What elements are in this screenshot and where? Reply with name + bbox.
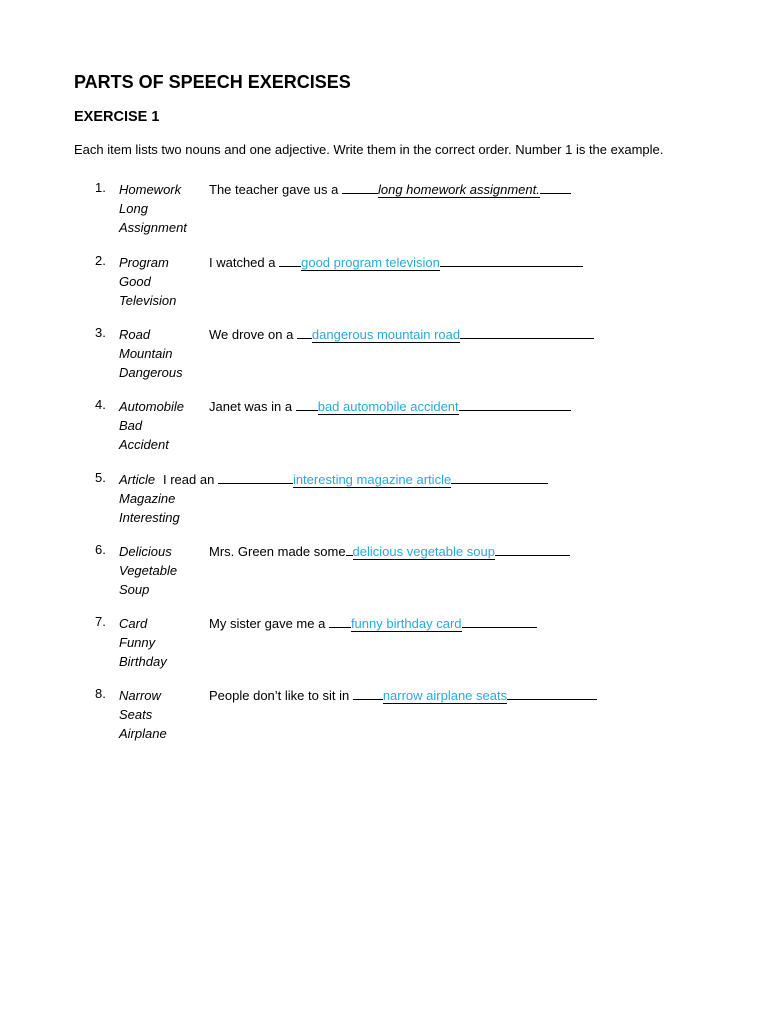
blank-line: [451, 470, 548, 484]
sentence: [163, 470, 548, 487]
word: Interesting: [119, 510, 180, 525]
item-number: 3.: [95, 325, 106, 340]
item-number: 4.: [95, 397, 106, 412]
blank-line: [297, 325, 312, 339]
blank-line: [279, 253, 301, 267]
answer-text: long homework assignment.: [377, 182, 540, 197]
blank-line: [218, 470, 293, 484]
blank-line: [440, 253, 583, 267]
word: Magazine: [119, 491, 176, 506]
sentence-prefix: People don’t like to sit in: [209, 688, 353, 703]
word-list: [119, 325, 183, 382]
blank-line: [495, 542, 570, 556]
word: Birthday: [119, 654, 167, 669]
sentence-prefix: I watched a: [209, 255, 280, 270]
exercise-item-3: [0, 325, 768, 385]
word: Good: [119, 274, 151, 289]
word: Road: [119, 327, 151, 342]
sentence: [209, 397, 571, 414]
answer-text: good program television: [301, 255, 440, 270]
sentence: [209, 180, 571, 197]
sentence-prefix: Janet was in a: [209, 399, 296, 414]
answer-text: dangerous mountain road: [311, 327, 461, 342]
blank-line: [329, 614, 351, 628]
sentence: [209, 253, 583, 270]
sentence-prefix: I read an: [163, 472, 218, 487]
item-number: 1.: [95, 180, 106, 195]
answer-text: narrow airplane seats: [382, 688, 508, 703]
blank-line: [540, 180, 571, 194]
word-list: [119, 614, 167, 671]
exercise-item-4: [0, 397, 768, 457]
answer-text: interesting magazine article: [292, 472, 452, 487]
word: Article: [119, 472, 156, 487]
word: Program: [119, 255, 169, 270]
sentence: [209, 542, 570, 559]
blank-line: [460, 325, 594, 339]
blank-line: [346, 542, 353, 556]
item-number: 2.: [95, 253, 106, 268]
exercise-item-2: [0, 253, 768, 313]
word-list: [119, 542, 177, 599]
sentence-prefix: The teacher gave us a: [209, 182, 342, 197]
answer-text: funny birthday card: [350, 616, 462, 631]
exercise-item-8: [0, 686, 768, 746]
blank-line: [342, 180, 378, 194]
answer-text: bad automobile accident: [317, 399, 459, 414]
word: Dangerous: [119, 365, 183, 380]
sentence: [209, 325, 594, 342]
word: Homework: [119, 182, 182, 197]
word: Airplane: [119, 726, 167, 741]
exercise-item-1: [0, 180, 768, 240]
document-title: PARTS OF SPEECH EXERCISES: [74, 72, 351, 92]
word: Funny: [119, 635, 156, 650]
word: Accident: [119, 437, 169, 452]
blank-line: [507, 686, 597, 700]
item-number: 7.: [95, 614, 106, 629]
sentence-prefix: Mrs. Green made some: [209, 544, 346, 559]
word: Narrow: [119, 688, 161, 703]
word-list: [119, 253, 176, 310]
word: Card: [119, 616, 148, 631]
item-number: 5.: [95, 470, 106, 485]
sentence: [209, 614, 537, 631]
word: Assignment: [119, 220, 187, 235]
word: Long: [119, 201, 148, 216]
blank-line: [462, 614, 537, 628]
blank-line: [353, 686, 383, 700]
sentence: [209, 686, 597, 703]
item-number: 6.: [95, 542, 106, 557]
exercise-item-7: [0, 614, 768, 674]
word: Bad: [119, 418, 143, 433]
word-list: [119, 180, 187, 237]
word: Soup: [119, 582, 150, 597]
instructions-text: Each item lists two nouns and one adjective. Write them in the correct order. Number 1 is the example.: [74, 142, 664, 157]
sentence-prefix: My sister gave me a: [209, 616, 329, 631]
word-list: [119, 686, 167, 743]
word-list: [119, 397, 184, 454]
exercise-item-5: [0, 470, 768, 530]
word: Vegetable: [119, 563, 178, 578]
blank-line: [459, 397, 571, 411]
exercise-heading: EXERCISE 1: [74, 109, 160, 125]
word: Automobile: [119, 399, 185, 414]
word: Delicious: [119, 544, 172, 559]
word: Mountain: [119, 346, 173, 361]
exercise-item-6: [0, 542, 768, 602]
word: Television: [119, 293, 177, 308]
word: Seats: [119, 707, 153, 722]
blank-line: [296, 397, 318, 411]
item-number: 8.: [95, 686, 106, 701]
answer-text: delicious vegetable soup: [352, 544, 495, 559]
sentence-prefix: We drove on a: [209, 327, 297, 342]
